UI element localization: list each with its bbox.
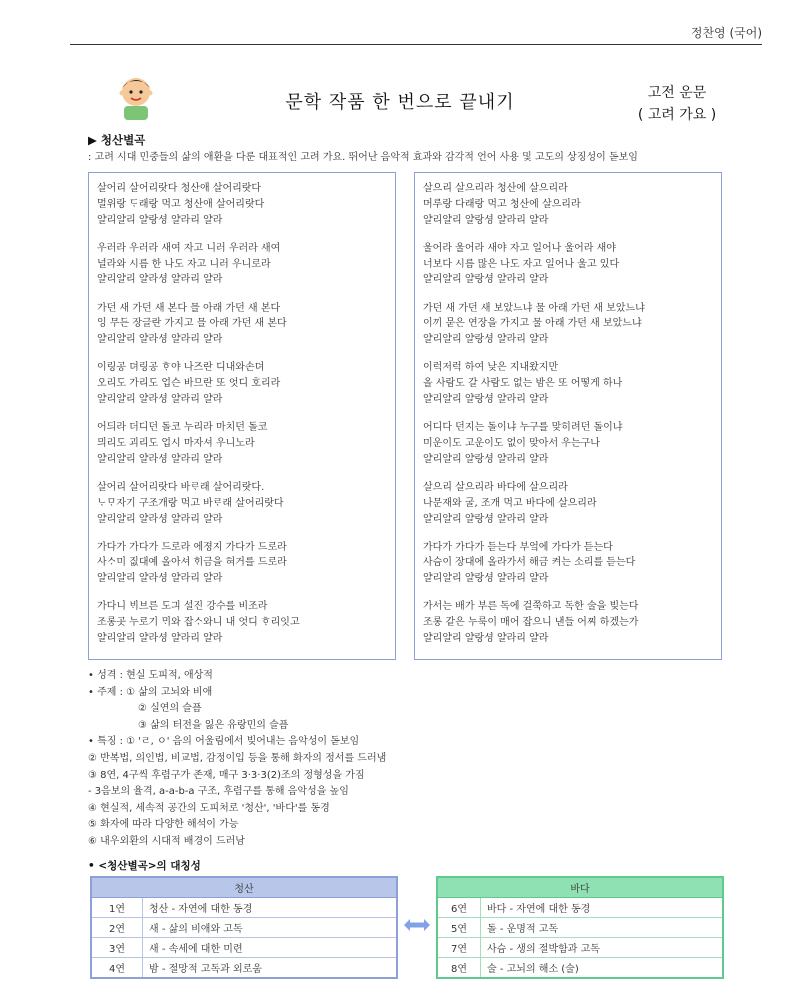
table-row xyxy=(437,918,723,938)
poem-line: 가서는 배가 부른 독에 걸쭉하고 독한 술을 빚는다 xyxy=(423,601,639,613)
stanza-meaning-cell: 청산 - 자연에 대한 동경 xyxy=(143,898,398,918)
stanza-meaning-cell: 사슴 - 생의 절박함과 고독 xyxy=(481,938,724,958)
poem-line: 울어라 울어라 새야 자고 일어나 울어라 새야 xyxy=(423,242,616,254)
poem-line: 살으리 살으리라 바다에 살으리라 xyxy=(423,481,568,493)
table-row xyxy=(437,898,723,918)
section-description: : 고려 시대 민중들의 삶의 애환을 다룬 대표적인 고려 가요. 뛰어난 음악적 효과와 감각적 언어 사용 및 고도의 상징성이 돋보임 xyxy=(88,152,638,163)
poem-line: 널라와 시름 한 나도 자고 니러 우니로라 xyxy=(97,258,271,270)
poem-line: 머루랑 다래랑 먹고 청산에 살으리라 xyxy=(423,198,581,210)
poem-stanza xyxy=(423,599,721,646)
symmetry-title: • <청산별곡>의 대칭성 xyxy=(88,860,201,872)
poem-stanza xyxy=(423,540,721,587)
poem-line: 어디다 던지는 돌이냐 누구를 맞히려던 돌이냐 xyxy=(423,422,623,434)
table-row xyxy=(437,958,723,979)
stanza-number-cell: 1연 xyxy=(91,898,143,918)
stanza-meaning-cell: 새 - 속세에 대한 미련 xyxy=(143,938,398,958)
poem-line: 살어리 살어리랏다 바ᄅᆞ래 살어리랏다. xyxy=(97,481,265,493)
genre-label xyxy=(612,82,742,126)
poem-stanza xyxy=(97,301,395,348)
poem-line: 오리도 가리도 업슨 바므란 또 엇디 호리라 xyxy=(97,378,281,390)
stanza-number-cell: 2연 xyxy=(91,918,143,938)
note-item: ② 실연의 슬픔 xyxy=(138,703,202,715)
note-item: ③ 삶의 터전을 잃은 유랑민의 슬픔 xyxy=(138,719,289,731)
poem-stanza xyxy=(97,241,395,288)
poem-stanza xyxy=(97,599,395,646)
note-item: - 3음보의 율격, a-a-b-a 구조, 후렴구를 통해 음악성을 높임 xyxy=(88,786,349,798)
note-item: ⑤ 화자에 따라 다양한 해석이 가능 xyxy=(88,819,239,831)
stanza-meaning-cell: 밤 - 절망적 고독과 외로움 xyxy=(143,958,398,979)
stanza-number-cell: 3연 xyxy=(91,938,143,958)
table-row xyxy=(437,938,723,958)
poem-stanza xyxy=(423,301,721,348)
notes-list xyxy=(88,668,386,851)
poem-line: 사슴이 장대에 올라가서 해금 켜는 소리를 듣는다 xyxy=(423,557,636,569)
poem-original-box xyxy=(88,172,396,660)
poem-line: 멀위랑 ᄃᆞ래랑 먹고 청산애 살어리랏다 xyxy=(97,198,265,210)
poem-line: 가다니 ᄇᆡ브른 도긔 설진 강수를 비조라 xyxy=(97,601,268,613)
poem-line: 너보다 시름 많은 나도 자고 일어나 울고 있다 xyxy=(423,258,620,270)
poem-line: 살어리 살어리랏다 청산애 살어리랏다 xyxy=(97,183,262,194)
poem-stanza xyxy=(97,480,395,527)
poem-line: 미운이도 고운이도 없이 맞아서 우는구나 xyxy=(423,437,600,449)
poem-line: 얄리얄리 얄랑셩 얄라리 얄라 xyxy=(423,274,549,286)
poem-line: 가다가 가다가 드로라 에졍지 가다가 드로라 xyxy=(97,541,287,553)
note-item: • 주제 : ① 삶의 고뇌와 비애 xyxy=(88,686,213,698)
poem-line: 얄리얄리 얄랑셩 얄라리 얄라 xyxy=(423,453,549,465)
poem-stanza xyxy=(423,360,721,407)
author-label: 정찬영 (국어) xyxy=(690,26,762,40)
table-row xyxy=(91,958,397,979)
poem-line: 조롱곳 누로기 ᄆᆡ와 잡ᄉᆞ와니 내 엇디 ᄒᆞ리잇고 xyxy=(97,617,300,629)
poem-stanza xyxy=(97,420,395,467)
poem-line: 조롱 같은 누룩이 매어 잡으니 낸들 어찌 하겠는가 xyxy=(423,617,639,629)
poem-line: 이링공 뎌링공 ᄒᆞ야 나즈란 디내와손뎌 xyxy=(97,362,265,374)
poem-line: 얄리얄리 얄라셩 얄라리 얄라 xyxy=(97,334,223,346)
genre-line-2: ( 고려 가요 ) xyxy=(637,107,717,123)
poem-line: 얄리얄리 얄라셩 얄라리 얄라 xyxy=(97,453,223,465)
double-arrow-icon xyxy=(403,918,431,932)
note-item: ⑥ 내우외환의 시대적 배경이 드러남 xyxy=(88,835,245,847)
table-row xyxy=(91,938,397,958)
poem-stanza xyxy=(97,181,395,228)
genre-line-1: 고전 운문 xyxy=(647,85,707,101)
page-title: 문학 작품 한 번으로 끝내기 xyxy=(285,92,515,113)
poem-line: ᄂᆞᄆᆞ자기 구조개랑 먹고 바ᄅᆞ래 살어리랏다 xyxy=(97,497,284,509)
note-item: • 성격 : 현실 도피적, 애상적 xyxy=(88,670,213,681)
poem-line: 얄리얄리 얄랑셩 얄라리 얄라 xyxy=(423,393,549,405)
poem-stanza xyxy=(423,241,721,288)
poem-line: 이끼 묻은 연장을 가지고 물 아래 가던 새 보았느냐 xyxy=(423,318,642,330)
poem-stanza xyxy=(423,420,721,467)
section-heading: ▶ 청산별곡 xyxy=(88,133,146,147)
poem-line: 얄리얄리 얄라셩 얄라리 얄라 xyxy=(97,573,223,585)
header-divider xyxy=(70,44,762,45)
stanza-meaning-cell: 새 - 삶의 비애와 고독 xyxy=(143,918,398,938)
stanza-meaning-cell: 바다 - 자연에 대한 동경 xyxy=(481,898,724,918)
poem-stanza xyxy=(423,181,721,228)
poem-line: 얄리얄리 얄랑셩 얄라리 얄라 xyxy=(423,214,549,226)
note-item: ② 반복법, 의인법, 비교법, 감정이입 등을 통해 화자의 정서를 드러냄 xyxy=(88,752,387,764)
poem-stanza xyxy=(97,540,395,587)
poem-line: 사ᄉᆞ미 짒대예 올아셔 ᄒᆡ금을 혀거를 드로라 xyxy=(97,557,287,569)
stanza-number-cell: 7연 xyxy=(437,938,481,958)
poem-line: 얄리얄리 얄랑셩 얄라리 얄라 xyxy=(423,334,549,346)
symmetry-table-left xyxy=(90,876,398,979)
poem-line: 가던 새 가던 새 보았느냐 물 아래 가던 새 보았느냐 xyxy=(423,302,645,314)
poem-line: 얄리얄리 얄라셩 얄라리 얄라 xyxy=(97,274,223,286)
poem-modern-box xyxy=(414,172,722,660)
poem-line: 올 사람도 갈 사람도 없는 밤은 또 어떻게 하나 xyxy=(423,378,623,390)
poem-stanza xyxy=(97,360,395,407)
stanza-number-cell: 5연 xyxy=(437,918,481,938)
stanza-number-cell: 4연 xyxy=(91,958,143,979)
poem-line: 나문재와 굴, 조개 먹고 바다에 살으리라 xyxy=(423,497,597,509)
poem-line: 가던 새 가던 새 본다 믈 아래 가던 새 본다 xyxy=(97,302,281,314)
stanza-number-cell: 6연 xyxy=(437,898,481,918)
table-header-cheongsan: 청산 xyxy=(91,877,397,898)
poem-line: 이럭저럭 하여 낮은 지내왔지만 xyxy=(423,362,559,374)
poem-line: 믜리도 괴리도 업시 마자셔 우니노라 xyxy=(97,437,255,449)
note-item: • 특징 : ① 'ㄹ, ㅇ' 음의 어울림에서 빚어내는 음악성이 돋보임 xyxy=(88,736,360,748)
table-row xyxy=(91,918,397,938)
stanza-meaning-cell: 돌 - 운명적 고독 xyxy=(481,918,724,938)
poem-line: 가다가 가다가 듣는다 부엌에 가다가 듣는다 xyxy=(423,541,613,553)
poem-line: 잉 무든 장글란 가지고 믈 아래 가던 새 본다 xyxy=(97,318,287,330)
poem-line: 얄리얄리 얄랑셩 얄라리 얄라 xyxy=(423,633,549,645)
stanza-meaning-cell: 술 - 고뇌의 해소 (술) xyxy=(481,958,724,979)
poem-line: 얄리얄리 얄랑셩 얄라리 얄라 xyxy=(423,573,549,585)
poem-line: 얄리얄리 얄랑셩 얄라리 얄라 xyxy=(423,513,549,525)
poem-line: 살으리 살으리라 청산에 살으리라 xyxy=(423,183,568,194)
stanza-number-cell: 8연 xyxy=(437,958,481,979)
table-header-bada: 바다 xyxy=(437,877,723,898)
poem-line: 얄리얄리 얄라셩 얄라리 얄라 xyxy=(97,633,223,645)
table-row xyxy=(91,898,397,918)
poem-line: 어듸라 더디던 돌코 누리라 마치던 돌코 xyxy=(97,422,268,434)
symmetry-table-right xyxy=(436,876,724,979)
poem-line: 얄리얄리 얄랑셩 얄라리 얄라 xyxy=(97,214,223,226)
poem-line: 얄리얄리 얄라셩 얄라리 얄라 xyxy=(97,513,223,525)
poem-stanza xyxy=(423,480,721,527)
note-item: ③ 8연, 4구씩 후렴구가 존재, 매구 3·3·3(2)조의 정형성을 가짐 xyxy=(88,769,365,781)
note-item: ④ 현실적, 세속적 공간의 도피처로 '청산', '바다'를 동경 xyxy=(88,802,330,814)
poem-line: 우러라 우러라 새여 자고 니러 우러라 새여 xyxy=(97,242,281,254)
poem-line: 얄리얄리 얄라셩 얄라리 얄라 xyxy=(97,393,223,405)
